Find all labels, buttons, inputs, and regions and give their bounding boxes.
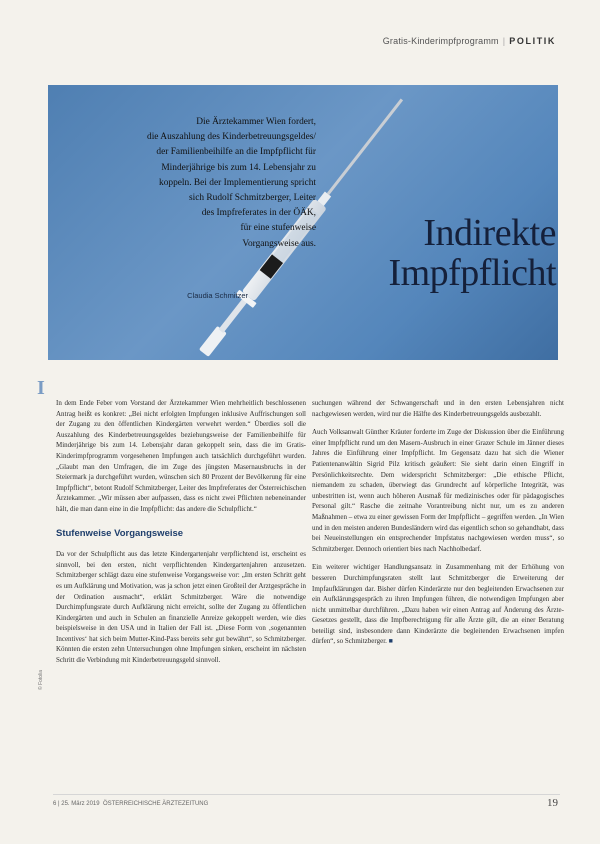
page-footer — [53, 794, 560, 813]
footer-issue-info — [53, 801, 208, 807]
headline-line-1: Indirekte — [423, 212, 556, 254]
body-paragraph: In dem Ende Feber vom Vorstand der Ärztekammer Wien mehrheitlich beschlossenen Antrag heißt es konkret: „Bei nicht erfolgten Impfungen inklusive Auffrischungen soll der Zugang zu den öffentlichen Kindergärten verwehrt werden.“ Überdies soll die Auszahlung des Kinderbetreuungsgeldes beziehungsweise der Familienbeihilfe für Minderjährige bis zum 14. Lebensjahr daran gekoppelt sein, dass die im Gratis-Kinderimpfprogramm vorgesehenen Impfungen auch tatsächlich durchgeführt wurden. „Glaubt man den Umfragen, die im Zuge des jüngsten Masernausbruchs in der Steiermark ja durchgeführt wurden, wünschen sich 80 Prozent der Bevölkerung für eine Impfpflicht“, betont Rudolf Schmitzberger, Leiter des Impfreferates der Österreichischen Ärztekammer. „Wir müssen aber aufpassen, dass es nicht zwei Pflichten nebeneinander hält, die man dann eine in die Impfpflicht: das andere die Schulpflicht.“ — [56, 399, 306, 513]
lead-line: Die Ärztekammer Wien fordert, — [196, 117, 316, 127]
lead-line: die Auszahlung des Kinderbetreuungsgeldes/ — [147, 132, 316, 143]
lead-line: des Impfreferates in der ÖÄK, — [201, 208, 316, 219]
lead-line: der Familienbeihilfe an die Impfpflicht für — [156, 147, 316, 158]
photo-credit: © Fotolia — [38, 669, 44, 690]
end-mark-icon: ■ — [388, 637, 393, 646]
body-paragraph — [312, 562, 564, 647]
footer-issue: 6 | 25. März 2019 — [53, 801, 100, 807]
body-paragraph: Auch Volksanwalt Günther Kräuter forderte im Zuge der Diskussion über die Einführung einer Impfpflicht rund um den Masern-Ausbruch in einer Grazer Schule im Jänner dieses Jahres die Einführung einer Impfpflicht. Im Gegensatz dazu hat sich die Wiener Patientenanwältin Sigrid Pilz kritisch geäußert: Sie sieht darin einen Eingriff in Persönlichkeitsrechte. Dem widerspricht Schmitzberger: „Die ethische Pflicht, niemandem zu schaden, überwiegt das Grundrecht auf körperliche Integrität, was unbestritten ist, wenn auch höheren Ausmaß für medizinisches oder für pädagogisches Personal gilt.“ Rasche die zeitnahe Vorantreibung nicht nur, um es zu anderen Maßnahmen – etwa zu einer gewissen Form der Impfpflicht – gegriffen werden. „In Wien und in den meisten anderen Bundesländern wird das eigentlich schon so gehandhabt, dass bei Neueinstellungen ein entsprechender Impfstatus nachgewiesen werden muss“, so Schmitzberger. Dennoch orientiert bies nach Nachholbedarf. — [312, 428, 564, 553]
lead-text — [48, 115, 316, 252]
body-paragraph: suchungen während der Schwangerschaft und in den ersten Lebensjahren nicht nachgewiesen werden, wird nur die Hälfte des Kinderbetreuungsgelds ausbezahlt. — [312, 399, 564, 418]
lead-line: koppeln. Bei der Implementierung spricht — [159, 177, 316, 188]
article-column-right — [312, 398, 564, 655]
hero-image — [48, 85, 558, 360]
header-section: POLITIK — [509, 36, 556, 46]
article-headline — [328, 213, 556, 293]
header-topic: Gratis-Kinderimpfprogramm — [382, 36, 499, 46]
lead-line: sich Rudolf Schmitzberger, Leiter — [188, 193, 316, 204]
headline-line-2: Impfpflicht — [388, 252, 556, 294]
section-subhead: Stufenweise Vorgangsweise — [56, 527, 184, 539]
drop-cap: I — [37, 377, 45, 399]
body-paragraph: Da vor der Schulpflicht aus das letzte Kindergartenjahr verpflichtend ist, erscheint es sinnvoll, bei den ersten, nicht verpflichtenden Kindergartenjahren anzusetzen. Schmitzberger schlägt dazu eine stufenweise Vorgangsweise vor: „Im ersten Schritt geht es um Aufklärung und Motivation, was ja schon jetzt einen Großteil der Arztgespräche in der Ordination ausmacht“, erklärt Schmitzberger. Wäre die notwendige Durchimpfungsrate durch Aufklärung nicht erreicht, sollte der Zugang zu öffentlichen Kindergärten und auch in Schulen an finanzielle Anreize gekoppelt werden, wie dies beispielsweise in den USA und in Italien der Fall ist. „Diese Form von ‚sogenannten Incentives‘ hat sich beim Mutter-Kind-Pass bereits sehr gut bewährt“, so Schmitzberger. Könnten die ersten zehn Untersuchungen ohne Impfungen sinken, erscheint im nächsten Schritt die Verbindung mit Kinderbetreuungsgeld sinnvoll. — [56, 550, 306, 665]
page-number: 19 — [547, 797, 558, 809]
body-paragraph-text: Ein weiterer wichtiger Handlungsansatz in Zusammenhang mit der Erhöhung von besseren Durchimpfungsraten stellt laut Schmitzberger die Erweiterung der Impfaufklärungen dar. Bisher dürfen Kinderärzte nur den begleitenden Erwachsenen zur ein Aufklärungsgespräch zu ihren Impfungen führen, die notwendigen Impfungen aber nicht unmittelbar durchführen. „Dazu haben wir einen Antrag auf Änderung des Ärzte-Gesetzes gestellt, dass die Impfberechtigung für alle Ärzte gilt, die an einer Beratung beteiligt sind, insbesondere dann Kinderärzte die begleitenden Erwachsenen impfen dürfen“, so Schmitzberger. — [312, 563, 564, 646]
running-header — [383, 36, 556, 46]
header-separator: | — [502, 36, 506, 46]
lead-line: für eine stufenweise — [240, 223, 316, 234]
lead-line: Vorgangsweise aus. — [242, 238, 316, 249]
article-column-left — [56, 398, 306, 674]
author-byline: Claudia Schmitzer — [187, 291, 248, 300]
footer-publication: ÖSTERREICHISCHE ÄRZTEZEITUNG — [102, 801, 209, 807]
lead-line: Minderjährige bis zum 14. Lebensjahr zu — [161, 162, 316, 173]
